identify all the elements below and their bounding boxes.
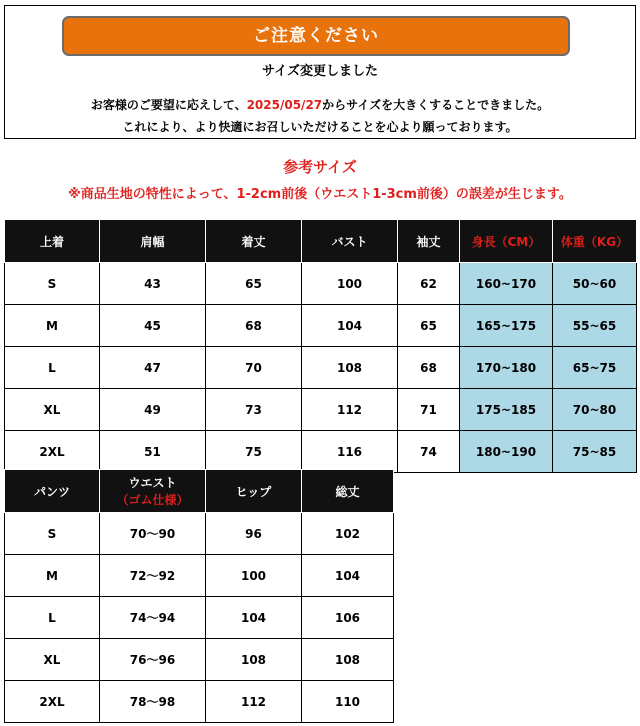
table-row — [5, 389, 637, 431]
table-cell: 68 — [398, 347, 460, 389]
table-cell: 72～92 — [100, 555, 206, 597]
table-cell: 96 — [206, 513, 302, 555]
notice-line-1-post: からサイズを大きくすることできました。 — [322, 98, 550, 112]
reference-title: 参考サイズ — [283, 158, 357, 176]
top-header-cell: 上着 — [5, 220, 100, 263]
top-header-cell: バスト — [302, 220, 398, 263]
notice-subtitle: サイズ変更しました — [262, 64, 378, 79]
table-row — [5, 431, 637, 473]
table-cell: 50~60 — [553, 263, 637, 305]
table-cell: 51 — [100, 431, 206, 473]
table-cell: 175~185 — [460, 389, 553, 431]
notice-line-1-pre: お客様のご要望に応えして、 — [90, 98, 247, 112]
bottom-header-cell: 総丈 — [302, 470, 394, 513]
table-cell: L — [5, 347, 100, 389]
table-row — [5, 513, 394, 555]
table-cell: 110 — [302, 681, 394, 723]
table-cell: XL — [5, 639, 100, 681]
table-cell: 104 — [206, 597, 302, 639]
reference-note: ※商品生地の特性によって、1-2cm前後（ウエスト1-3cm前後）の誤差が生じます。 — [68, 187, 572, 202]
table-row — [5, 639, 394, 681]
table-row — [5, 681, 394, 723]
top-header-cell: 体重（KG） — [553, 220, 637, 263]
bottom-header-waist — [100, 470, 206, 513]
table-cell: 65 — [206, 263, 302, 305]
table-cell: 108 — [206, 639, 302, 681]
table-cell: 102 — [302, 513, 394, 555]
table-cell: 75~85 — [553, 431, 637, 473]
table-cell: 106 — [302, 597, 394, 639]
table-cell: 104 — [302, 305, 398, 347]
table-row — [5, 263, 637, 305]
top-table-header-row — [5, 220, 637, 263]
notice-date: 2025/05/27 — [246, 98, 323, 112]
table-cell: 74 — [398, 431, 460, 473]
table-cell: 65~75 — [553, 347, 637, 389]
top-header-cell: 袖丈 — [398, 220, 460, 263]
bottom-header-cell: ヒップ — [206, 470, 302, 513]
table-cell: 62 — [398, 263, 460, 305]
waist-label: ウエスト — [128, 476, 177, 490]
top-header-cell: 着丈 — [206, 220, 302, 263]
bottom-size-table — [4, 469, 394, 723]
table-cell: 104 — [302, 555, 394, 597]
top-header-cell: 身長（CM） — [460, 220, 553, 263]
table-cell: 76～96 — [100, 639, 206, 681]
table-cell: 170~180 — [460, 347, 553, 389]
notice-banner: ご注意ください — [62, 16, 570, 56]
table-cell: 75 — [206, 431, 302, 473]
table-cell: 2XL — [5, 431, 100, 473]
table-cell: 74～94 — [100, 597, 206, 639]
table-cell: 2XL — [5, 681, 100, 723]
table-cell: 108 — [302, 639, 394, 681]
table-cell: 180~190 — [460, 431, 553, 473]
table-row — [5, 555, 394, 597]
table-cell: 100 — [302, 263, 398, 305]
table-cell: 73 — [206, 389, 302, 431]
bottom-header-cell: パンツ — [5, 470, 100, 513]
table-row — [5, 347, 637, 389]
table-row — [5, 305, 637, 347]
waist-sub-label: （ゴム仕様） — [116, 493, 189, 507]
table-cell: 70~80 — [553, 389, 637, 431]
table-cell: 45 — [100, 305, 206, 347]
table-cell: 112 — [302, 389, 398, 431]
top-size-table — [4, 219, 637, 473]
table-cell: 70～90 — [100, 513, 206, 555]
table-cell: 112 — [206, 681, 302, 723]
table-cell: M — [5, 305, 100, 347]
table-cell: 68 — [206, 305, 302, 347]
table-cell: 108 — [302, 347, 398, 389]
notice-line-1 — [0, 96, 640, 113]
table-cell: 55~65 — [553, 305, 637, 347]
table-row — [5, 597, 394, 639]
table-cell: 47 — [100, 347, 206, 389]
table-cell: L — [5, 597, 100, 639]
table-cell: 116 — [302, 431, 398, 473]
table-cell: XL — [5, 389, 100, 431]
table-cell: M — [5, 555, 100, 597]
bottom-table-header-row — [5, 470, 394, 513]
table-cell: 43 — [100, 263, 206, 305]
table-cell: S — [5, 263, 100, 305]
table-cell: 78～98 — [100, 681, 206, 723]
notice-line-2: これにより、より快適にお召しいただけることを心より願っております。 — [122, 120, 518, 134]
table-cell: 165~175 — [460, 305, 553, 347]
table-cell: S — [5, 513, 100, 555]
table-cell: 160~170 — [460, 263, 553, 305]
table-cell: 71 — [398, 389, 460, 431]
table-cell: 100 — [206, 555, 302, 597]
table-cell: 49 — [100, 389, 206, 431]
top-header-cell: 肩幅 — [100, 220, 206, 263]
table-cell: 70 — [206, 347, 302, 389]
table-cell: 65 — [398, 305, 460, 347]
